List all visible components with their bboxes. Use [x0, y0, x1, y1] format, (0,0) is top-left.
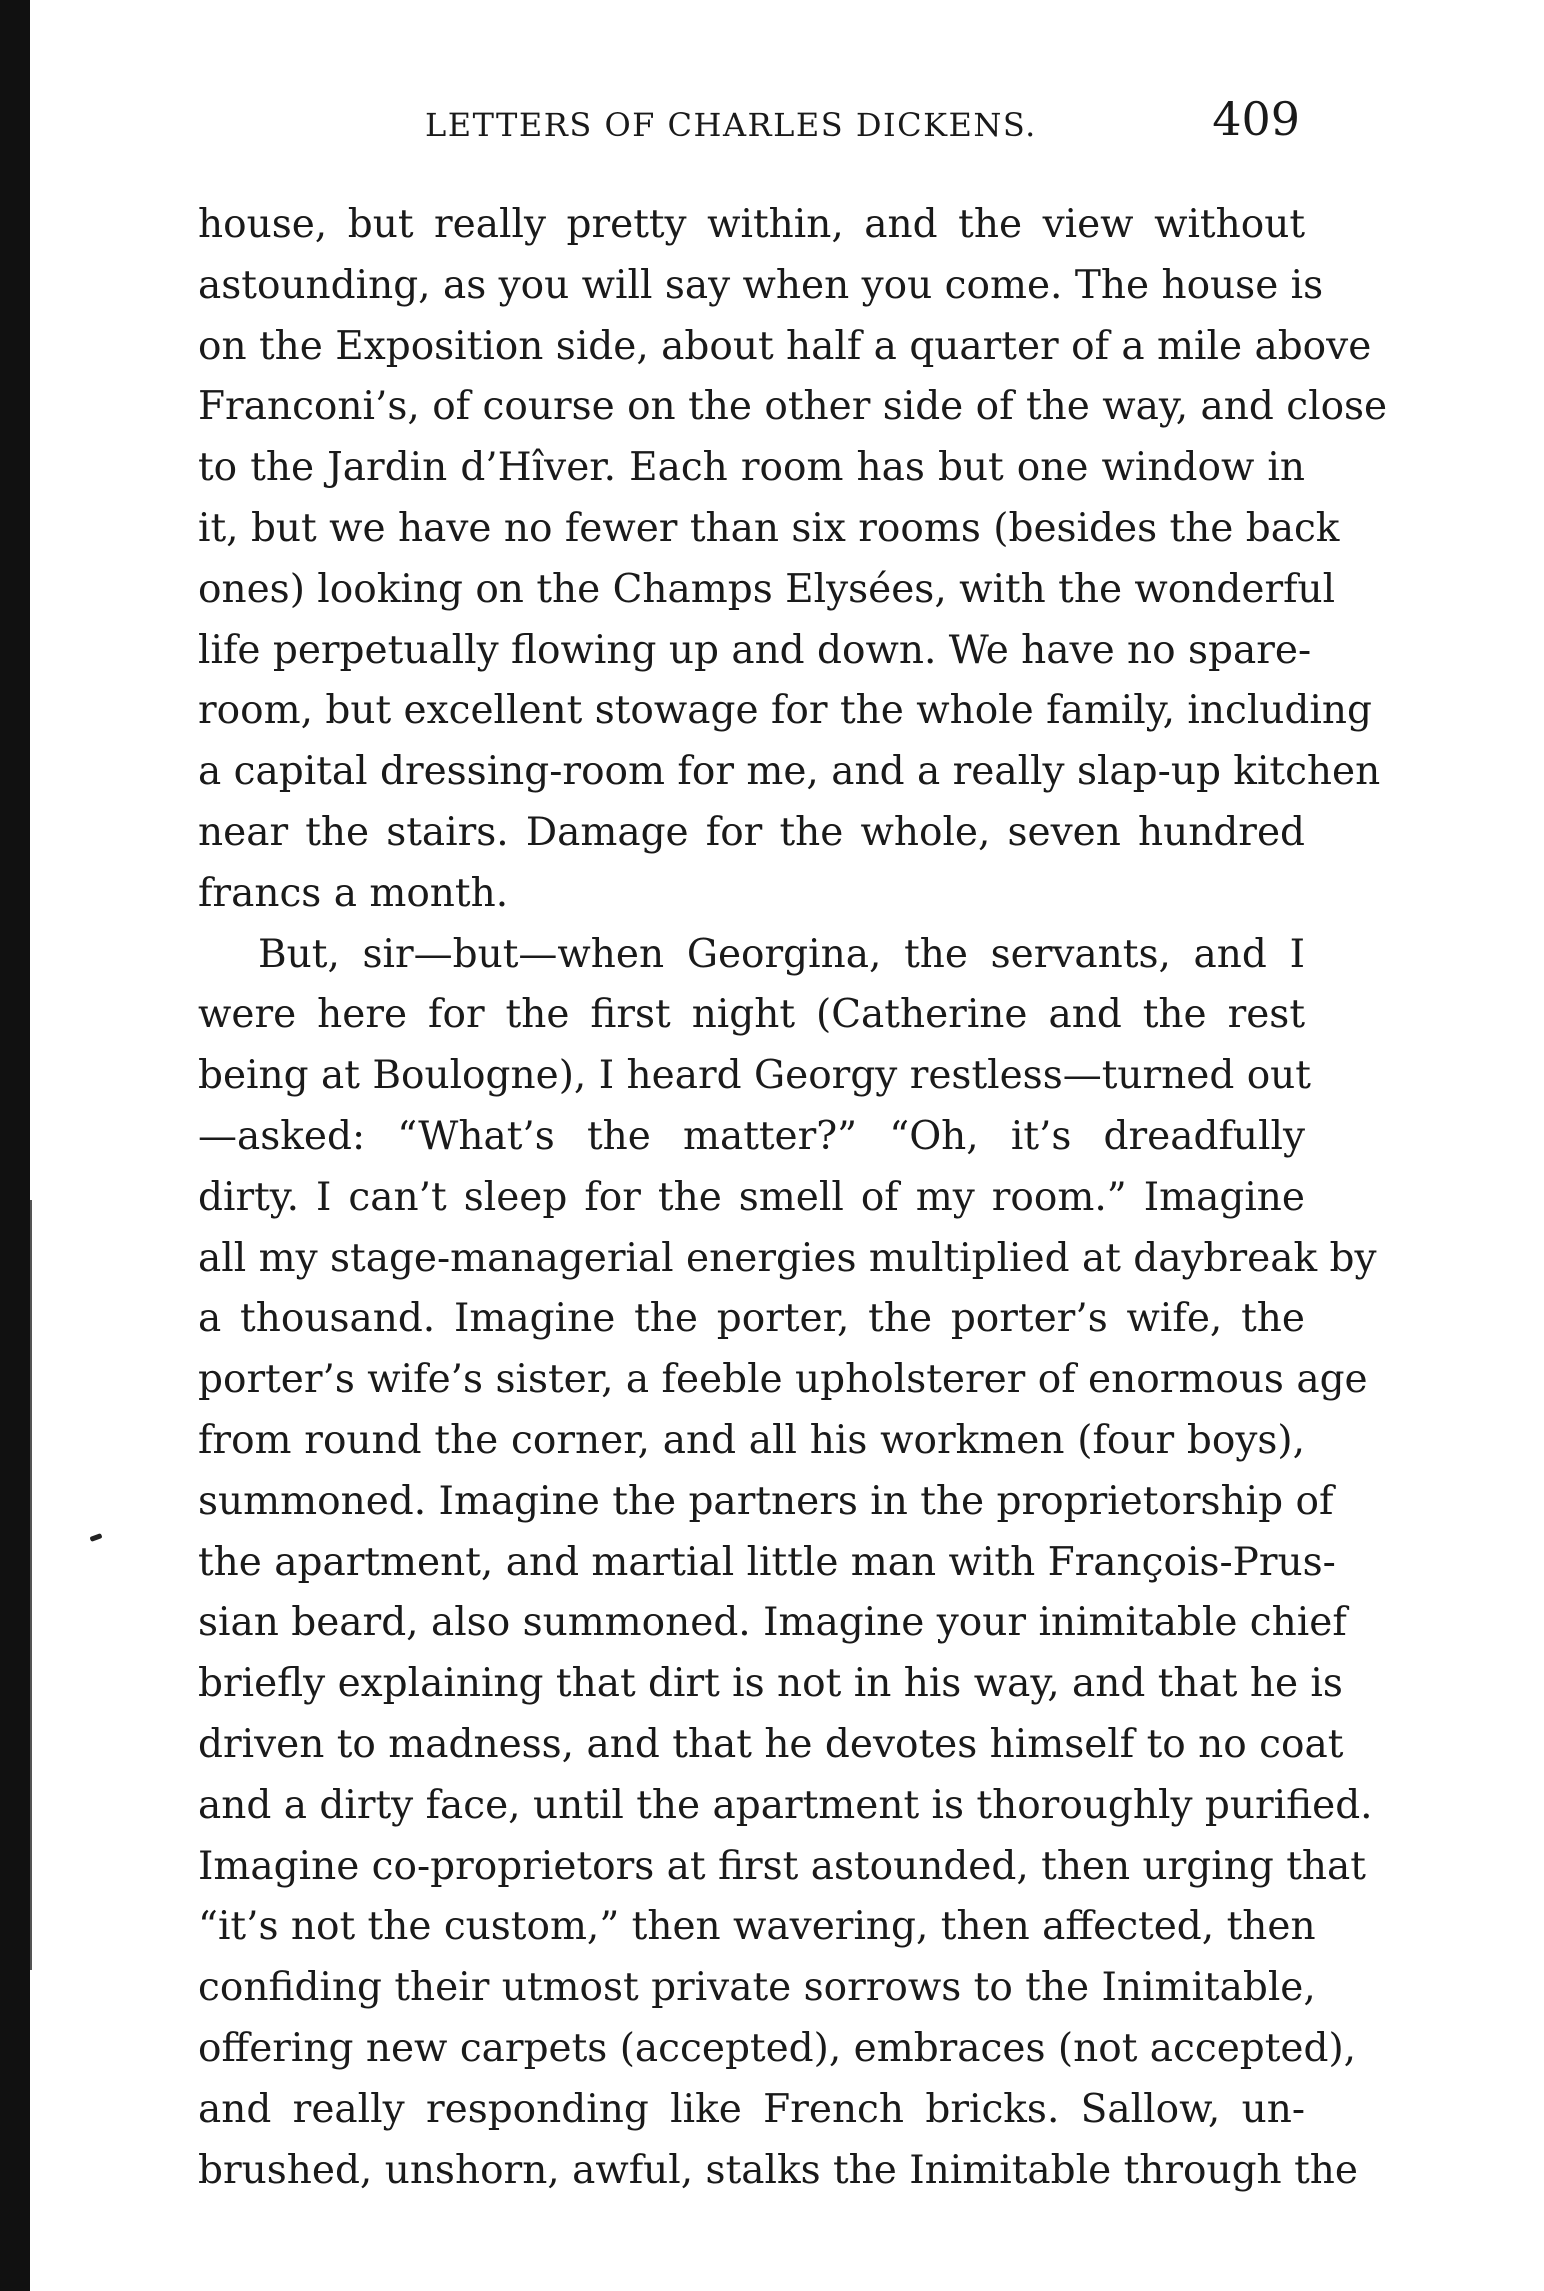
- ink-speck: [90, 1533, 103, 1542]
- text-line: brushed, unshorn, awful, stalks the Inimitable through the: [198, 2147, 1358, 2193]
- text-line: —asked: “What’s the matter?” “Oh, it’s dreadfully: [198, 1113, 1305, 1159]
- text-line: “it’s not the custom,” then wavering, then affected, then: [198, 1904, 1316, 1950]
- text-line: house, but really pretty within, and the view without: [198, 202, 1305, 247]
- text-line: sian beard, also summoned. Imagine your inimitable chief: [198, 1600, 1347, 1646]
- text-line: summoned. Imagine the partners in the proprietorship of: [198, 1478, 1334, 1524]
- text-line: porter’s wife’s sister, a feeble upholsterer of enormous age: [198, 1357, 1368, 1403]
- text-line: a capital dressing-room for me, and a really slap-up kitchen: [198, 749, 1381, 795]
- text-line: a thousand. Imagine the porter, the porter’s wife, the: [198, 1296, 1305, 1342]
- running-head-title: LETTERS OF CHARLES DICKENS.: [425, 106, 1037, 144]
- text-line: francs a month.: [198, 870, 509, 916]
- book-binding-edge: [0, 0, 30, 2291]
- text-line: But, sir—but—when Georgina, the servants, and I: [258, 931, 1305, 977]
- text-line: on the Exposition side, about half a quarter of a mile above: [198, 323, 1372, 369]
- text-line: being at Boulogne), I heard Georgy restless—turned out: [198, 1053, 1311, 1099]
- text-line: confiding their utmost private sorrows to the Inimitable,: [198, 1965, 1316, 2011]
- text-line: the apartment, and martial little man with François-Prus-: [198, 1539, 1336, 1585]
- page-body: [198, 195, 1388, 2201]
- text-line: room, but excellent stowage for the whole family, including: [198, 688, 1372, 734]
- text-line: driven to madness, and that he devotes himself to no coat: [198, 1721, 1344, 1767]
- text-line: dirty. I can’t sleep for the smell of my room.” Imagine: [198, 1174, 1305, 1220]
- text-line: to the Jardin d’Hîver. Each room has but one window in: [198, 445, 1305, 491]
- text-line: all my stage-managerial energies multiplied at daybreak by: [198, 1235, 1377, 1281]
- text-line: it, but we have no fewer than six rooms (besides the back: [198, 505, 1340, 551]
- text-line: briefly explaining that dirt is not in his way, and that he is: [198, 1661, 1343, 1707]
- text-line: Imagine co-proprietors at first astounded, then urging that: [198, 1843, 1366, 1889]
- text-line: astounding, as you will say when you come. The house is: [198, 262, 1324, 308]
- running-head: [425, 92, 1300, 152]
- text-line: ones) looking on the Champs Elysées, with the wonderful: [198, 566, 1336, 612]
- text-line: Franconi’s, of course on the other side of the way, and close: [198, 384, 1388, 430]
- text-line: near the stairs. Damage for the whole, seven hundred: [198, 809, 1305, 855]
- text-line: were here for the first night (Catherine and the rest: [198, 992, 1305, 1038]
- text-line: and a dirty face, until the apartment is thoroughly purified.: [198, 1782, 1373, 1828]
- text-line: life perpetually flowing up and down. We have no spare-: [198, 627, 1312, 673]
- page-number: 409: [1212, 92, 1300, 146]
- text-line: offering new carpets (accepted), embraces (not accepted),: [198, 2025, 1357, 2071]
- binding-shadow-line: [30, 1200, 32, 1970]
- text-line: from round the corner, and all his workmen (four boys),: [198, 1417, 1305, 1463]
- text-line: and really responding like French bricks. Sallow, un-: [198, 2086, 1305, 2132]
